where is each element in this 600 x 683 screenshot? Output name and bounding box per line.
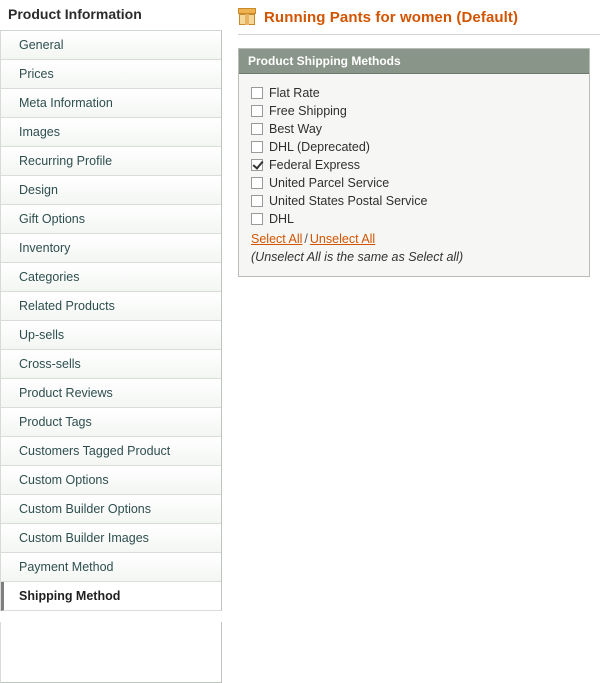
- sidebar-item-categories[interactable]: [1, 263, 221, 292]
- sidebar-item-label: Product Tags: [19, 415, 92, 429]
- sidebar-item-label: General: [19, 38, 64, 52]
- shipping-method-label[interactable]: Free Shipping: [269, 104, 347, 118]
- shipping-method-row[interactable]: [251, 138, 577, 156]
- box-icon: [238, 8, 256, 26]
- sidebar-item-customers-tagged-product[interactable]: [1, 437, 221, 466]
- sidebar-item-label: Inventory: [19, 241, 71, 255]
- shipping-method-label[interactable]: DHL: [269, 212, 295, 226]
- select-all-link[interactable]: Select All: [251, 232, 303, 246]
- sidebar-item-label: Design: [19, 183, 58, 197]
- page-title: Running Pants for women (Default): [264, 8, 519, 26]
- sidebar-item-inventory[interactable]: [1, 234, 221, 263]
- sidebar-item-label: Custom Builder Options: [19, 502, 152, 516]
- sidebar-item-design[interactable]: [1, 176, 221, 205]
- sidebar-item-label: Cross-sells: [19, 357, 81, 371]
- sidebar-item-label: Meta Information: [19, 96, 113, 110]
- sidebar-item-label: Product Reviews: [19, 386, 113, 400]
- sidebar-item-cross-sells[interactable]: [1, 350, 221, 379]
- shipping-method-content: [238, 8, 600, 277]
- sidebar-item-recurring-profile[interactable]: [1, 147, 221, 176]
- shipping-method-row[interactable]: [251, 210, 577, 228]
- shipping-method-label[interactable]: DHL (Deprecated): [269, 140, 370, 154]
- sidebar-item-images[interactable]: [1, 118, 221, 147]
- checkbox-united-parcel-service[interactable]: [251, 177, 263, 189]
- sidebar-item-label: Payment Method: [19, 560, 114, 574]
- sidebar-item-up-sells[interactable]: [1, 321, 221, 350]
- sidebar-item-label: Images: [19, 125, 60, 139]
- sidebar-footer-box: [0, 622, 222, 683]
- sidebar-item-label: Prices: [19, 67, 54, 81]
- sidebar-item-label: Customers Tagged Product: [19, 444, 171, 458]
- select-links: [251, 232, 577, 246]
- sidebar-item-label: Recurring Profile: [19, 154, 113, 168]
- sidebar-item-label: Gift Options: [19, 212, 85, 226]
- sidebar-item-label: Custom Builder Images: [19, 531, 149, 545]
- sidebar-item-label: Related Products: [19, 299, 115, 313]
- sidebar-item-shipping-method[interactable]: [1, 582, 221, 611]
- link-separator: /: [304, 232, 308, 246]
- shipping-method-row[interactable]: [251, 120, 577, 138]
- sidebar-item-custom-builder-images[interactable]: [1, 524, 221, 553]
- sidebar-item-meta-information[interactable]: [1, 89, 221, 118]
- product-shipping-methods-fieldset: [238, 48, 590, 277]
- unselect-all-link[interactable]: Unselect All: [309, 232, 376, 246]
- checkbox-dhl-deprecated[interactable]: [251, 141, 263, 153]
- select-all-note: (Unselect All is the same as Select all): [251, 250, 464, 264]
- checkbox-free-shipping[interactable]: [251, 105, 263, 117]
- sidebar-item-custom-builder-options[interactable]: [1, 495, 221, 524]
- shipping-method-label[interactable]: Flat Rate: [269, 86, 320, 100]
- checkbox-flat-rate[interactable]: [251, 87, 263, 99]
- sidebar-item-product-reviews[interactable]: [1, 379, 221, 408]
- fieldset-legend: Product Shipping Methods: [239, 49, 589, 74]
- sidebar-item-gift-options[interactable]: [1, 205, 221, 234]
- product-information-panel: [0, 0, 222, 683]
- shipping-method-row[interactable]: [251, 102, 577, 120]
- checkbox-dhl[interactable]: [251, 213, 263, 225]
- sidebar-item-label: Custom Options: [19, 473, 109, 487]
- shipping-method-label[interactable]: United States Postal Service: [269, 194, 428, 208]
- checkbox-best-way[interactable]: [251, 123, 263, 135]
- shipping-method-label[interactable]: Federal Express: [269, 158, 361, 172]
- shipping-method-label[interactable]: Best Way: [269, 122, 323, 136]
- sidebar-item-product-tags[interactable]: [1, 408, 221, 437]
- sidebar-item-general[interactable]: [1, 31, 221, 60]
- checkbox-united-states-postal-service[interactable]: [251, 195, 263, 207]
- fieldset-body: [239, 74, 589, 276]
- sidebar-item-payment-method[interactable]: [1, 553, 221, 582]
- product-information-tabs: [0, 31, 222, 611]
- shipping-method-label[interactable]: United Parcel Service: [269, 176, 390, 190]
- page-header: [238, 8, 600, 35]
- panel-title: Product Information: [0, 0, 222, 31]
- sidebar-item-related-products[interactable]: [1, 292, 221, 321]
- checkbox-federal-express[interactable]: [251, 159, 263, 171]
- shipping-method-row[interactable]: [251, 156, 577, 174]
- sidebar-item-prices[interactable]: [1, 60, 221, 89]
- sidebar-gap: [0, 611, 222, 622]
- shipping-method-row[interactable]: [251, 84, 577, 102]
- sidebar-item-label: Shipping Method: [19, 589, 121, 603]
- sidebar-item-label: Categories: [19, 270, 80, 284]
- sidebar-item-label: Up-sells: [19, 328, 65, 342]
- shipping-method-row[interactable]: [251, 192, 577, 210]
- shipping-method-row[interactable]: [251, 174, 577, 192]
- sidebar-item-custom-options[interactable]: [1, 466, 221, 495]
